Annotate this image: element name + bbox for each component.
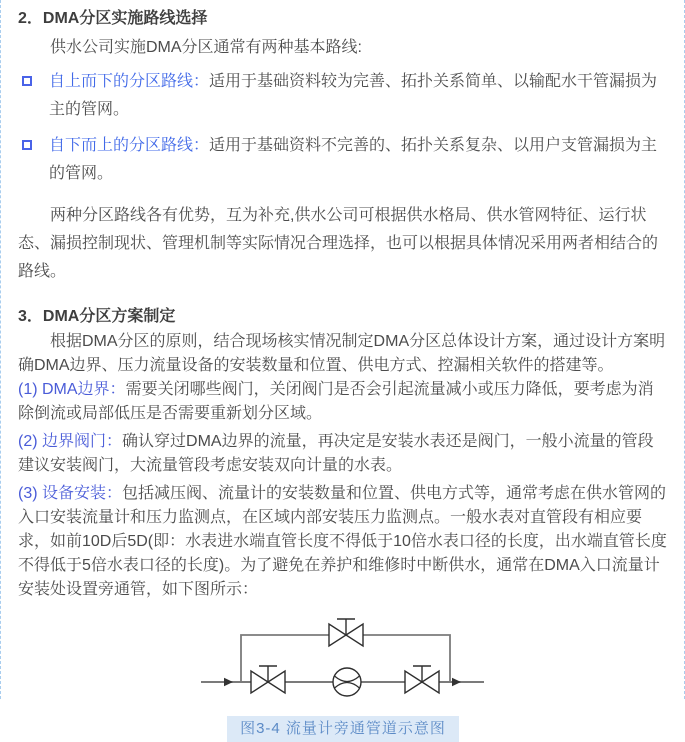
right-isolation-valve-icon — [405, 666, 439, 693]
figure-3-4 — [18, 610, 668, 710]
section-2-intro: 供水公司实施DMA分区通常有两种基本路线: — [50, 39, 363, 56]
flow-meter-icon — [333, 668, 361, 696]
inlet-arrow-icon — [224, 678, 233, 686]
bullet-item-top-down — [18, 68, 668, 124]
item-dma-boundary — [18, 378, 668, 426]
square-bullet-icon — [22, 140, 32, 150]
bypass-valve-icon — [329, 619, 363, 646]
bullet-item-bottom-up — [18, 132, 668, 188]
left-isolation-valve-icon — [251, 666, 285, 693]
section-2-summary: 两种分区路线各有优势，互为补充,供水公司可根据供水格局、供水管网特征、运行状态、漏损控制现状、管理机制等实际情况合理选择，也可以根据具体情况采用两者相结合的路线。 — [18, 207, 659, 280]
section-3-intro: 根据DMA分区的原则，结合现场核实情况制定DMA分区总体设计方案，通过设计方案明确DMA边界、压力流量设备的安装数量和位置、供电方式、控漏相关软件的搭建等。 — [18, 333, 666, 374]
bullet-lead-label: 自上而下的分区路线： — [49, 73, 210, 90]
square-bullet-icon — [22, 76, 32, 86]
item-body-text: 需要关闭哪些阀门，关闭阀门是否会引起流量减小或压力降低，要考虑为消除倒流或局部低压是否需要重新划分区域。 — [18, 381, 654, 422]
bullet-lead-label: 自下而上的分区路线： — [49, 137, 210, 154]
item-body-text: 确认穿过DMA边界的流量，再决定是安装水表还是阀门，一般小流量的管段建议安装阀门，大流量管段考虑安装双向计量的水表。 — [18, 433, 654, 474]
section-2-heading: 2．DMA分区实施路线选择 — [18, 10, 208, 27]
bypass-pipe-diagram — [193, 610, 493, 710]
bullet-paragraph — [49, 132, 668, 188]
figure-caption: 图3-4 流量计旁通管道示意图 — [227, 716, 459, 742]
outlet-arrow-icon — [452, 678, 461, 686]
bullet-body-text: 适用于基础资料不完善的、拓扑关系复杂、以用户支管漏损为主的管网。 — [49, 137, 658, 182]
section-3-heading: 3．DMA分区方案制定 — [18, 308, 176, 325]
item-lead-label: (1) DMA边界： — [18, 381, 126, 398]
bullet-paragraph — [49, 68, 668, 124]
item-lead-label: (3) 设备安装： — [18, 485, 123, 502]
item-lead-label: (2) 边界阀门： — [18, 433, 123, 450]
item-boundary-valve — [18, 430, 668, 478]
bullet-body-text: 适用于基础资料较为完善、拓扑关系简单、以输配水干管漏损为主的管网。 — [49, 73, 658, 118]
item-body-text: 包括减压阀、流量计的安装数量和位置、供电方式等，通常考虑在供水管网的入口安装流量计和压力监测点，在区域内部安装压力监测点。一般水表对直管段有相应要求，如前10D后5D(即：水表进水端直管长度不得低于10倍水表口径的长度，出水端直管长度不得低于5倍水表口径的长度)。为了避免在养护和维修时中断供水，通常在DMA入口流量计安装处设置旁通管，如下图所示： — [18, 485, 667, 598]
item-equipment-install — [18, 482, 668, 602]
